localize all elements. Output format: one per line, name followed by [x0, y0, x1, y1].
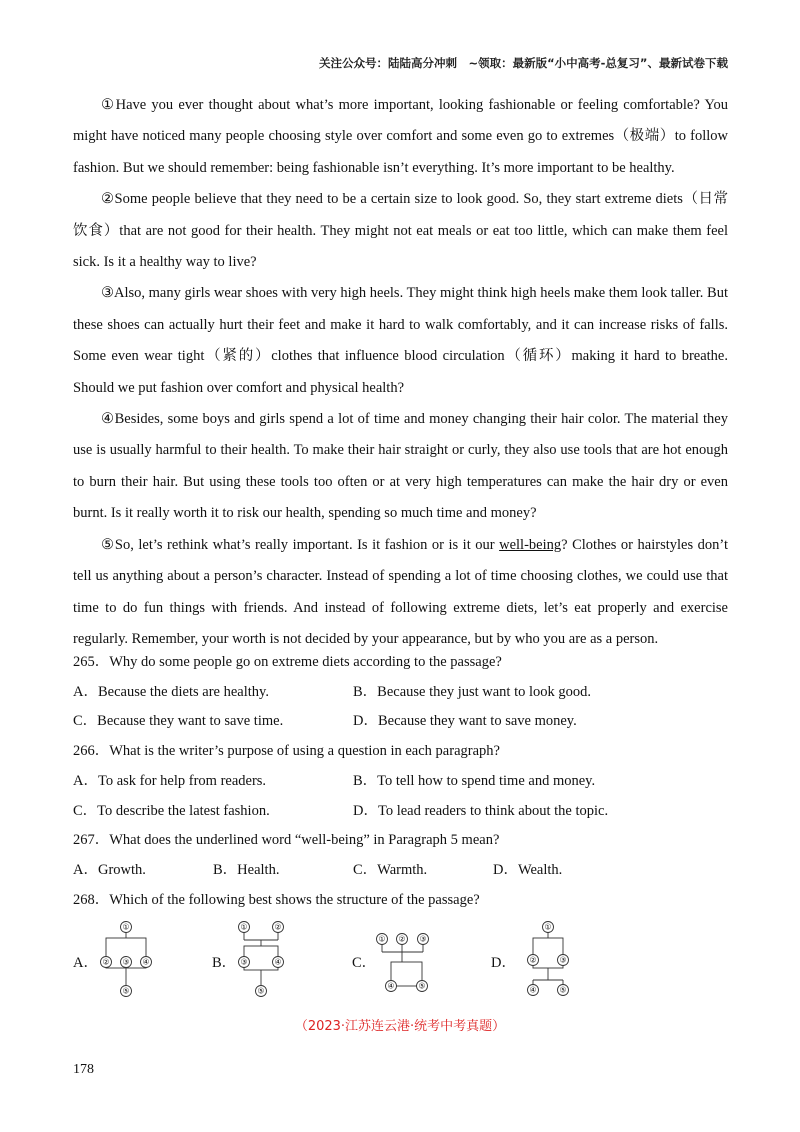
diagram-label-d: D． [491, 954, 516, 971]
paragraph-5-before: ⑤So, let’s rethink what’s really important. Is it fashion or is it our [101, 536, 500, 553]
question-267-options [73, 856, 728, 886]
node-5: ⑤ [122, 986, 130, 996]
node-1: ① [544, 922, 552, 932]
node-1: ① [378, 934, 386, 944]
option-b: B．Because they just want to look good. [353, 683, 592, 700]
diagram-d-svg [513, 918, 573, 998]
node-2: ② [529, 955, 537, 965]
question-267: 267．What does the underlined word “well-being” in Paragraph 5 mean? [73, 832, 500, 849]
paragraph-5-after: ? Clothes or hairstyles don’t tell us anything about a person’s character. Instead of spending a lot of time choosing clothes, we could use that time to do fun things with friends. And instead of following extreme diets, let’s eat properly and exercise regularly. Remember, your worth is not decided by your appearance, but by who you are as a person. [73, 536, 728, 647]
question-266-options-2 [73, 797, 728, 827]
question-268: 268．Which of the following best shows the structure of the passage? [73, 891, 480, 908]
node-4: ④ [529, 985, 537, 995]
option-a: A．To ask for help from readers. [73, 772, 267, 789]
questions [73, 648, 728, 915]
node-3: ③ [122, 957, 130, 967]
paragraph-4: ④Besides, some boys and girls spend a lot of time and money changing their hair color. The material they use is usually harmful to their health. To make their hair straight or curly, they also use tools that are hot enough to burn their hair. But using these tools too often or at very high temperatures can make the hair dry or even burnt. Is it really worth it to risk our health, spending so much time and money? [73, 411, 728, 522]
question-266-options [73, 767, 728, 797]
option-a: A．Because the diets are healthy. [73, 683, 269, 700]
paragraph-5 [73, 530, 728, 656]
node-2: ② [102, 957, 110, 967]
node-1: ① [240, 922, 248, 932]
source-note: （2023·江苏连云港·统考中考真题） [294, 1019, 506, 1034]
option-a: A．Growth. [73, 861, 146, 878]
node-2: ② [274, 922, 282, 932]
option-c: C．To describe the latest fashion. [73, 802, 270, 819]
node-3: ③ [419, 934, 427, 944]
node-5: ⑤ [257, 986, 265, 996]
question-265: 265．Why do some people go on extreme diets according to the passage? [73, 654, 502, 670]
diagram-b [212, 918, 294, 998]
underlined-word: well-being [499, 536, 562, 553]
option-d: D．Wealth. [493, 861, 563, 878]
node-4: ④ [274, 957, 282, 967]
diagram-a-svg [95, 918, 155, 998]
node-5: ⑤ [559, 985, 567, 995]
option-c: C．Warmth. [353, 861, 428, 878]
question-265-options [73, 678, 728, 708]
structure-diagrams [73, 918, 728, 998]
node-1: ① [122, 922, 130, 932]
question-265-options-2 [73, 707, 728, 737]
passage [73, 90, 728, 655]
node-4: ④ [387, 981, 395, 991]
diagram-label-a: A． [73, 954, 98, 971]
diagram-label-b: B． [212, 954, 237, 971]
diagram-d [491, 918, 573, 998]
option-c: C．Because they want to save time. [73, 713, 284, 730]
diagram-b-svg [234, 918, 294, 998]
page-number: 178 [73, 1062, 94, 1077]
diagram-label-c: C． [352, 954, 377, 971]
node-3: ③ [240, 957, 248, 967]
question-266: 266．What is the writer’s purpose of using a question in each paragraph? [73, 743, 500, 760]
paragraph-1: ①Have you ever thought about what’s more important, looking fashionable or feeling comfortable? You might have noticed many people choosing style over comfort and some even go to extremes（极端）to follow fashion. But we should remember: being fashionable isn’t everything. It’s more important to be healthy. [73, 97, 728, 176]
page-header: 关注公众号：陆陆高分冲刺 ~领取：最新版“小中高考-总复习”、最新试卷下载 [318, 56, 728, 70]
diagram-a [73, 918, 155, 998]
node-5: ⑤ [418, 981, 426, 991]
diagram-c [352, 918, 444, 998]
option-b: B．Health. [213, 861, 280, 878]
diagram-c-svg [374, 918, 444, 998]
node-3: ③ [559, 955, 567, 965]
option-d: D．Because they want to save money. [353, 713, 577, 730]
option-d: D．To lead readers to think about the topic. [353, 802, 609, 819]
option-b: B．To tell how to spend time and money. [353, 772, 596, 789]
paragraph-3: ③Also, many girls wear shoes with very high heels. They might think high heels make them look taller. But these shoes can actually hurt their feet and make it hard to walk comfortably, and it can increase risks of falls. Some even wear tight（紧的）clothes that influence blood circulation（循环）making it hard to breathe. Should we put fashion over comfort and physical health? [73, 285, 728, 396]
node-2: ② [398, 934, 406, 944]
node-4: ④ [142, 957, 150, 967]
paragraph-2: ②Some people believe that they need to be a certain size to look good. So, they start extreme diets（日常饮食）that are not good for their health. They might not eat meals or eat too little, which can make them feel sick. Is it a healthy way to live? [73, 191, 728, 271]
